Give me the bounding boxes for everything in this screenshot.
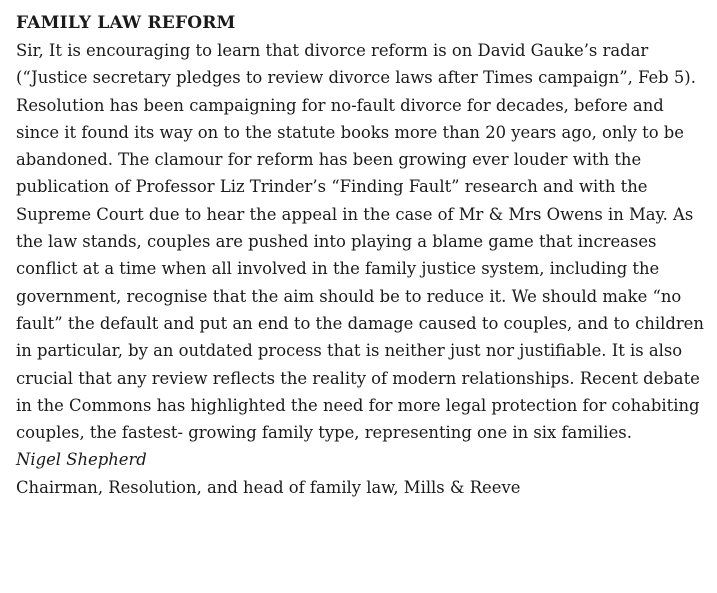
letter-affiliation: Chairman, Resolution, and head of family law, Mills & Reeve	[16, 477, 521, 497]
letter-body: Sir, It is encouraging to learn that divorce reform is on David Gauke’s radar (“Justice secretary pledges to review divorce laws after Times campaign”, Feb 5). Resolution has been campaigning for no-fault divorce for decades, before and since it found its way on to the statute books more than 20 years ago, only to be abandoned. The clamour for reform has been growing ever louder with the publication of Professor Liz Trinder’s “Finding Fault” research and with the Supreme Court due to hear the appeal in the case of Mr & Mrs Owens in May. As the law stands, couples are pushed into playing a blame game that increases conflict at a time when all involved in the family justice system, including the government, recognise that the aim should be to reduce it. We should make “no fault” the default and put an end to the damage caused to couples, and to children in particular, by an outdated process that is neither just nor justifiable. It is also crucial that any review reflects the reality of modern relationships. Recent debate in the Commons has highlighted the need for more legal protection for cohabiting couples, the fastest- growing family type, representing one in six families.	[16, 41, 704, 443]
letter-heading: FAMILY LAW REFORM	[16, 13, 236, 33]
letter	[16, 9, 708, 501]
letter-signature: Nigel Shepherd	[16, 450, 147, 470]
